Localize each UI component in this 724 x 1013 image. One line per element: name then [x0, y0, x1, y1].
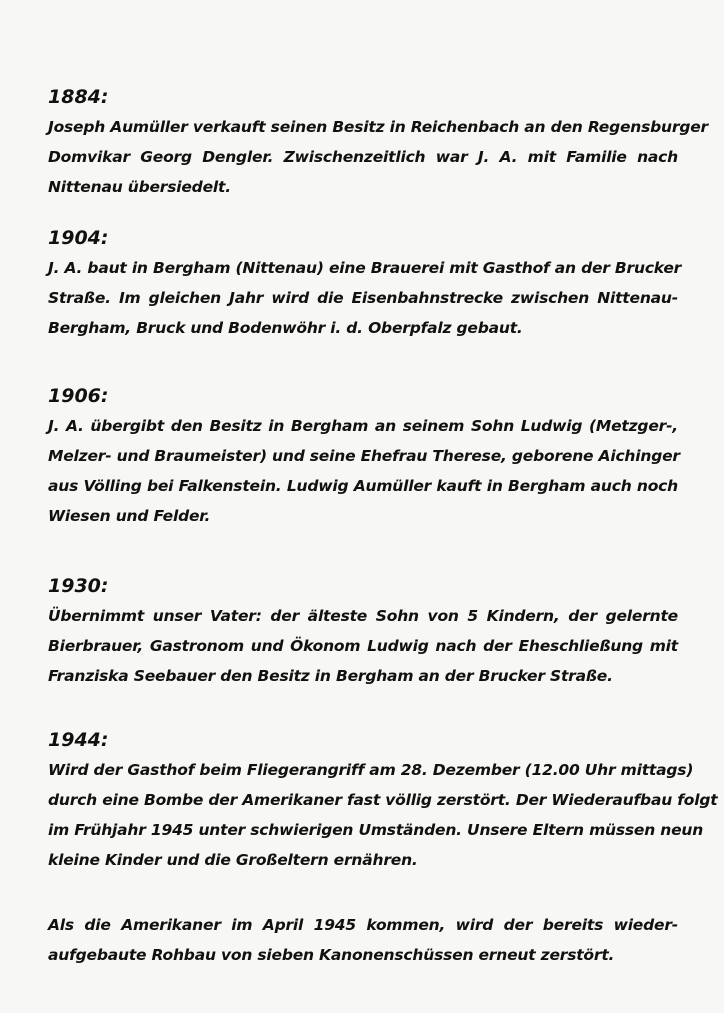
text-line: Melzer- und Braumeister) und seine Ehefrau Therese, geborene Aichinger [48, 447, 680, 465]
entry-year: 1930: [48, 575, 109, 597]
text-line: kleine Kinder und die Großeltern ernähren. [48, 851, 418, 869]
text-line: Als die Amerikaner im April 1945 kommen, wird der bereits wieder- [48, 916, 678, 934]
text-line: aus Völling bei Falkenstein. Ludwig Aumüller kauft in Bergham auch noch [48, 477, 678, 495]
text-line: Joseph Aumüller verkauft seinen Besitz in Reichenbach an den Regensburger [48, 118, 708, 136]
entry-1930 [48, 571, 678, 691]
text-line: Wiesen und Felder. [48, 507, 211, 525]
text-line: Bergham, Bruck und Bodenwöhr i. d. Oberpfalz gebaut. [48, 319, 523, 337]
text-line: J. A. baut in Bergham (Nittenau) eine Brauerei mit Gasthof an der Brucker [48, 259, 682, 277]
entry-1904 [48, 223, 682, 343]
entry-closing [48, 910, 678, 970]
text-line: durch eine Bombe der Amerikaner fast völlig zerstört. Der Wiederaufbau folgt [48, 791, 718, 809]
text-line: Franziska Seebauer den Besitz in Bergham an der Brucker Straße. [48, 667, 613, 685]
text-line: Domvikar Georg Dengler. Zwischenzeitlich war J. A. mit Familie nach [48, 148, 678, 166]
entry-1944 [48, 725, 718, 875]
text-line: Nittenau übersiedelt. [48, 178, 231, 196]
entry-year: 1904: [48, 227, 109, 249]
text-line: Übernimmt unser Vater: der älteste Sohn von 5 Kindern, der gelernte [48, 607, 678, 625]
entry-year: 1944: [48, 729, 109, 751]
text-line: J. A. übergibt den Besitz in Bergham an seinem Sohn Ludwig (Metzger-, [48, 417, 678, 435]
entry-year: 1884: [48, 86, 109, 108]
text-line: Bierbrauer, Gastronom und Ökonom Ludwig nach der Eheschließung mit [48, 637, 678, 655]
entry-1884 [48, 82, 708, 202]
entry-1906 [48, 381, 678, 531]
text-line: Wird der Gasthof beim Fliegerangriff am 28. Dezember (12.00 Uhr mittags) [48, 761, 694, 779]
text-line: aufgebaute Rohbau von sieben Kanonenschüssen erneut zerstört. [48, 946, 615, 964]
entry-year: 1906: [48, 385, 109, 407]
text-line: Straße. Im gleichen Jahr wird die Eisenbahnstrecke zwischen Nittenau- [48, 289, 678, 307]
text-line: im Frühjahr 1945 unter schwierigen Umständen. Unsere Eltern müssen neun [48, 821, 704, 839]
